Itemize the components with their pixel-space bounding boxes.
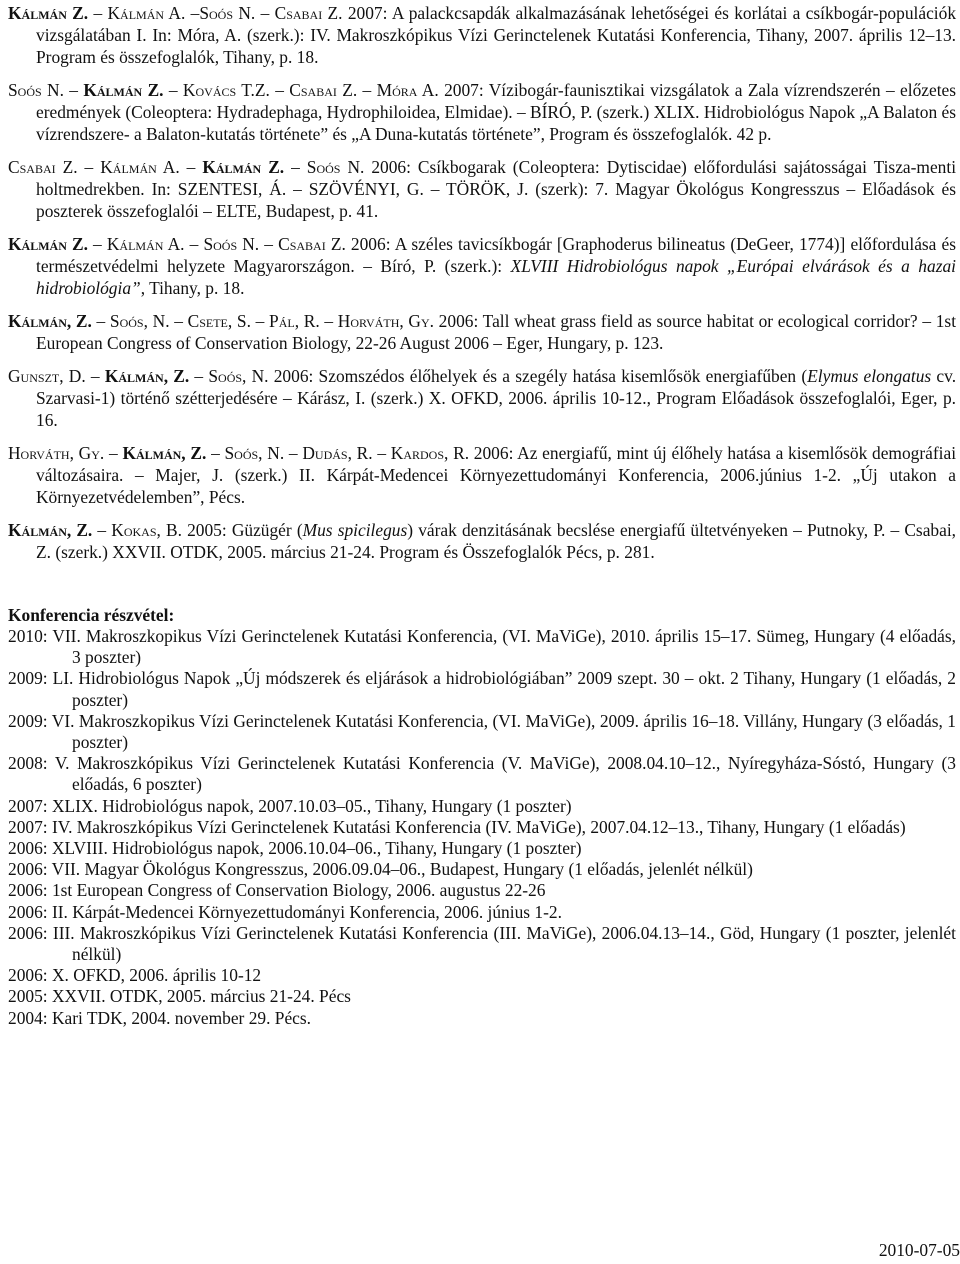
conference-item: 2007: XLIX. Hidrobiológus napok, 2007.10.03–05., Tihany, Hungary (1 poszter): [8, 795, 572, 816]
author-name: Soós, N.: [208, 366, 269, 386]
author-separator: –: [269, 80, 290, 100]
author-separator: –: [85, 366, 105, 386]
author-separator: –: [184, 234, 204, 254]
publication-text: 2006: Csíkbogarak (Coleoptera: Dytiscidae) előfordulási sajátosságai Tisza-menti holtmedrekben. In: SZENTESI, Á. – SZÖVÉNYI, G. – TÖRÖK, J. (szerk): 7. Magyar Ökológus Kongresszus – Előadások és poszterek összefoglalói – ELTE, Budapest, p. 41.: [36, 157, 957, 221]
author-separator: –: [259, 234, 279, 254]
author-separator: –: [88, 3, 108, 23]
author-name: Pál, R.: [269, 311, 320, 331]
author-name: Dudás, R.: [302, 443, 373, 463]
publication-italic-text: XLVIII Hidrobiológus napok „Európai elvárások és a hazai hidrobiológia”: [36, 256, 956, 298]
conference-item: 2008: V. Makroszkópikus Vízi Gerinctelenek Kutatási Konferencia (V. MaViGe), 2008.04.10–12., Nyíregyháza-Sóstó, Hungary (3 előadás, 6 poszter): [8, 753, 956, 795]
publication-text: 2005: Güzügér (: [181, 520, 303, 540]
conference-item: 2009: VI. Makroszkopikus Vízi Gerinctelenek Kutatási Konferencia, (VI. MaViGe), 2009. április 16–18. Villány, Hungary (3 előadás, 1 poszter): [8, 710, 956, 753]
author-name: Csabai Z.: [278, 234, 346, 254]
publication-text: 2006: Szomszédos élőhelyek és a szegély hatása kisemlősök energiafűben (: [268, 366, 808, 386]
author-name: Soós N.: [306, 157, 365, 177]
author-separator: –: [319, 311, 338, 331]
author-highlighted: Kálmán, Z.: [104, 366, 190, 386]
conference-item: 2007: IV. Makroszkópikus Vízi Gerinctelenek Kutatási Konferencia (IV. MaViGe), 2007.04.12–13., Tihany, Hungary (1 előadás): [8, 816, 906, 837]
author-name: Soós N.: [199, 3, 256, 23]
author-separator: –: [91, 311, 110, 331]
publication-tail-text: cv. Szarvasi-1) történő szétterjedésére – Kárász, I. (szerk.) X. OFKD, 2006. április 10-12., Program Előadások összefoglalói, Eger, p. 16.: [36, 366, 957, 430]
conference-item: 2010: VII. Makroszkopikus Vízi Gerinctelenek Kutatási Konferencia, (VI. MaViGe), 2010. április 15–17. Sümeg, Hungary (4 előadás, 3 poszter): [8, 626, 956, 668]
author-separator: –: [169, 311, 188, 331]
publication-entry: [8, 79, 956, 145]
conference-item: 2006: VII. Magyar Ökológus Kongresszus, 2006.09.04–06., Budapest, Hungary (1 előadás, jelenlét nélkül): [8, 859, 753, 880]
publication-text: 2007: Vízibogár-faunisztikai vizsgálatok a Zala vízrendszerén – előzetes eredmények (Coleoptera: Hydradephaga, Hydrophiloidea, Elmidae). – BÍRÓ, P. (szerk.) XLIX. Hidrobiológus Napok „A Balaton és vízrendszere- a Balaton-kutatás története” és „A Duna-kutatás története”, Program és összefoglalók. 42 p.: [36, 80, 957, 144]
conference-item: 2009: LI. Hidrobiológus Napok „Új módszerek és eljárások a hidrobiológiában” 2009 szept. 30 – okt. 2 Tihany, Hungary (1 előadás, 2 poszter): [8, 668, 956, 710]
author-separator: –: [179, 157, 203, 177]
conferences-heading: Konferencia részvétel:: [8, 605, 175, 625]
author-separator: –: [372, 443, 391, 463]
document-page: [8, 2, 956, 1029]
footer-date: 2010-07-05: [878, 1240, 960, 1260]
author-separator: –: [185, 3, 200, 23]
author-highlighted: Kálmán, Z.: [8, 311, 92, 331]
publication-italic-text: Mus spicilegus: [302, 520, 408, 540]
publication-text: 2007: A palackcsapdák alkalmazásának lehetőségei és korlátai a csíkbogár-populációk vizsgálatában I. In: Móra, A. (szerk.): IV. Makroszkópikus Vízi Gerinctelenek Kutatási Konferencia, Tihany, 2007. április 12–13. Program és összefoglalók, Tihany, p. 18.: [36, 3, 957, 67]
author-name: Horváth, Gy.: [8, 443, 105, 463]
publication-entry: [8, 233, 956, 299]
author-name: Kálmán A.: [106, 234, 185, 254]
author-name: Soós N.: [8, 80, 64, 100]
author-separator: –: [357, 80, 377, 100]
author-name: Kálmán A.: [100, 157, 180, 177]
publication-text: 2006: A széles tavicsíkbogár [Graphoderus bilineatus (DeGeer, 1774)] előfordulása és természetvédelmi helyzete Magyarországon. – Bíró, P. (szerk.):: [36, 234, 957, 276]
author-highlighted: Kálmán Z.: [8, 234, 88, 254]
publication-entry: [8, 2, 956, 68]
author-name: Csabai Z.: [274, 3, 343, 23]
publication-tail-text: , Tihany, p. 18.: [140, 278, 245, 298]
conference-item: 2006: XLVIII. Hidrobiológus napok, 2006.10.04–06., Tihany, Hungary (1 poszter): [8, 838, 582, 859]
publication-italic-text: Elymus elongatus: [807, 366, 932, 386]
author-separator: –: [255, 3, 275, 23]
author-name: Kálmán A.: [107, 3, 186, 23]
author-name: Csabai Z.: [289, 80, 358, 100]
author-name: Horváth, Gy.: [337, 311, 434, 331]
author-highlighted: Kálmán Z.: [8, 3, 89, 23]
author-name: Kokas, B.: [111, 520, 182, 540]
conference-item: 2004: Kari TDK, 2004. november 29. Pécs.: [8, 1007, 312, 1028]
author-separator: –: [284, 443, 303, 463]
publication-entry: [8, 442, 956, 508]
publication-tail-text: ) várak denzitásának becslése energiafű ültetvényeken – Putnoky, P. – Csabai, Z. (szerk.) XXVII. OTDK, 2005. március 21-24. Program és Összefoglalók Pécs, p. 281.: [36, 520, 957, 562]
author-separator: –: [104, 443, 123, 463]
author-separator: –: [163, 80, 183, 100]
author-highlighted: Kálmán Z.: [202, 157, 285, 177]
author-name: Csabai Z.: [8, 157, 78, 177]
publication-entry: [8, 310, 956, 354]
author-separator: –: [77, 157, 101, 177]
author-name: Soós, N.: [224, 443, 285, 463]
publication-entry: [8, 365, 956, 431]
publication-text: 2006: Az energiafű, mint új élőhely hatása a kisemlősök demográfiai változásaira. – Majer, J. (szerk.) II. Kárpát-Medencei Környezettudományi Konferencia, 2006.június 1-2. „Új utakon a Környezetvédelemben”, Pécs.: [36, 443, 957, 507]
author-separator: –: [87, 234, 107, 254]
conference-item: 2006: X. OFKD, 2006. április 10-12: [8, 965, 262, 986]
author-separator: –: [284, 157, 307, 177]
author-name: Gunszt, D.: [8, 366, 86, 386]
author-separator: –: [63, 80, 84, 100]
author-separator: –: [206, 443, 225, 463]
publication-entry: [8, 156, 956, 222]
publication-entry: [8, 519, 956, 563]
conference-item: 2005: XXVII. OTDK, 2005. március 21-24. Pécs: [8, 986, 351, 1007]
author-separator: –: [189, 366, 209, 386]
author-separator: –: [250, 311, 270, 331]
author-name: Kardos, R.: [390, 443, 470, 463]
conference-item: 2006: 1st European Congress of Conservation Biology, 2006. augustus 22-26: [8, 880, 546, 901]
author-highlighted: Kálmán, Z.: [8, 520, 93, 540]
publication-list: [8, 2, 956, 563]
conference-list: [8, 626, 956, 1029]
author-separator: –: [92, 520, 112, 540]
author-name: Soós, N.: [109, 311, 170, 331]
publication-text: 2006: Tall wheat grass field as source habitat or ecological corridor? – 1st European Congress of Conservation Biology, 22-26 August 2006 – Eger, Hungary, p. 123.: [36, 311, 957, 353]
author-name: Móra A.: [376, 80, 439, 100]
author-name: Csete, S.: [187, 311, 251, 331]
author-highlighted: Kálmán Z.: [83, 80, 164, 100]
author-name: Soós N.: [203, 234, 260, 254]
conference-item: 2006: III. Makroszkópikus Vízi Gerinctelenek Kutatási Konferencia (III. MaViGe), 2006.04.13–14., Göd, Hungary (1 poszter, jelenlét nélkül): [8, 922, 956, 965]
author-highlighted: Kálmán, Z.: [122, 443, 207, 463]
conference-item: 2006: II. Kárpát-Medencei Környezettudományi Konferencia, 2006. június 1-2.: [8, 901, 562, 922]
author-name: Kovács T.Z.: [182, 80, 270, 100]
